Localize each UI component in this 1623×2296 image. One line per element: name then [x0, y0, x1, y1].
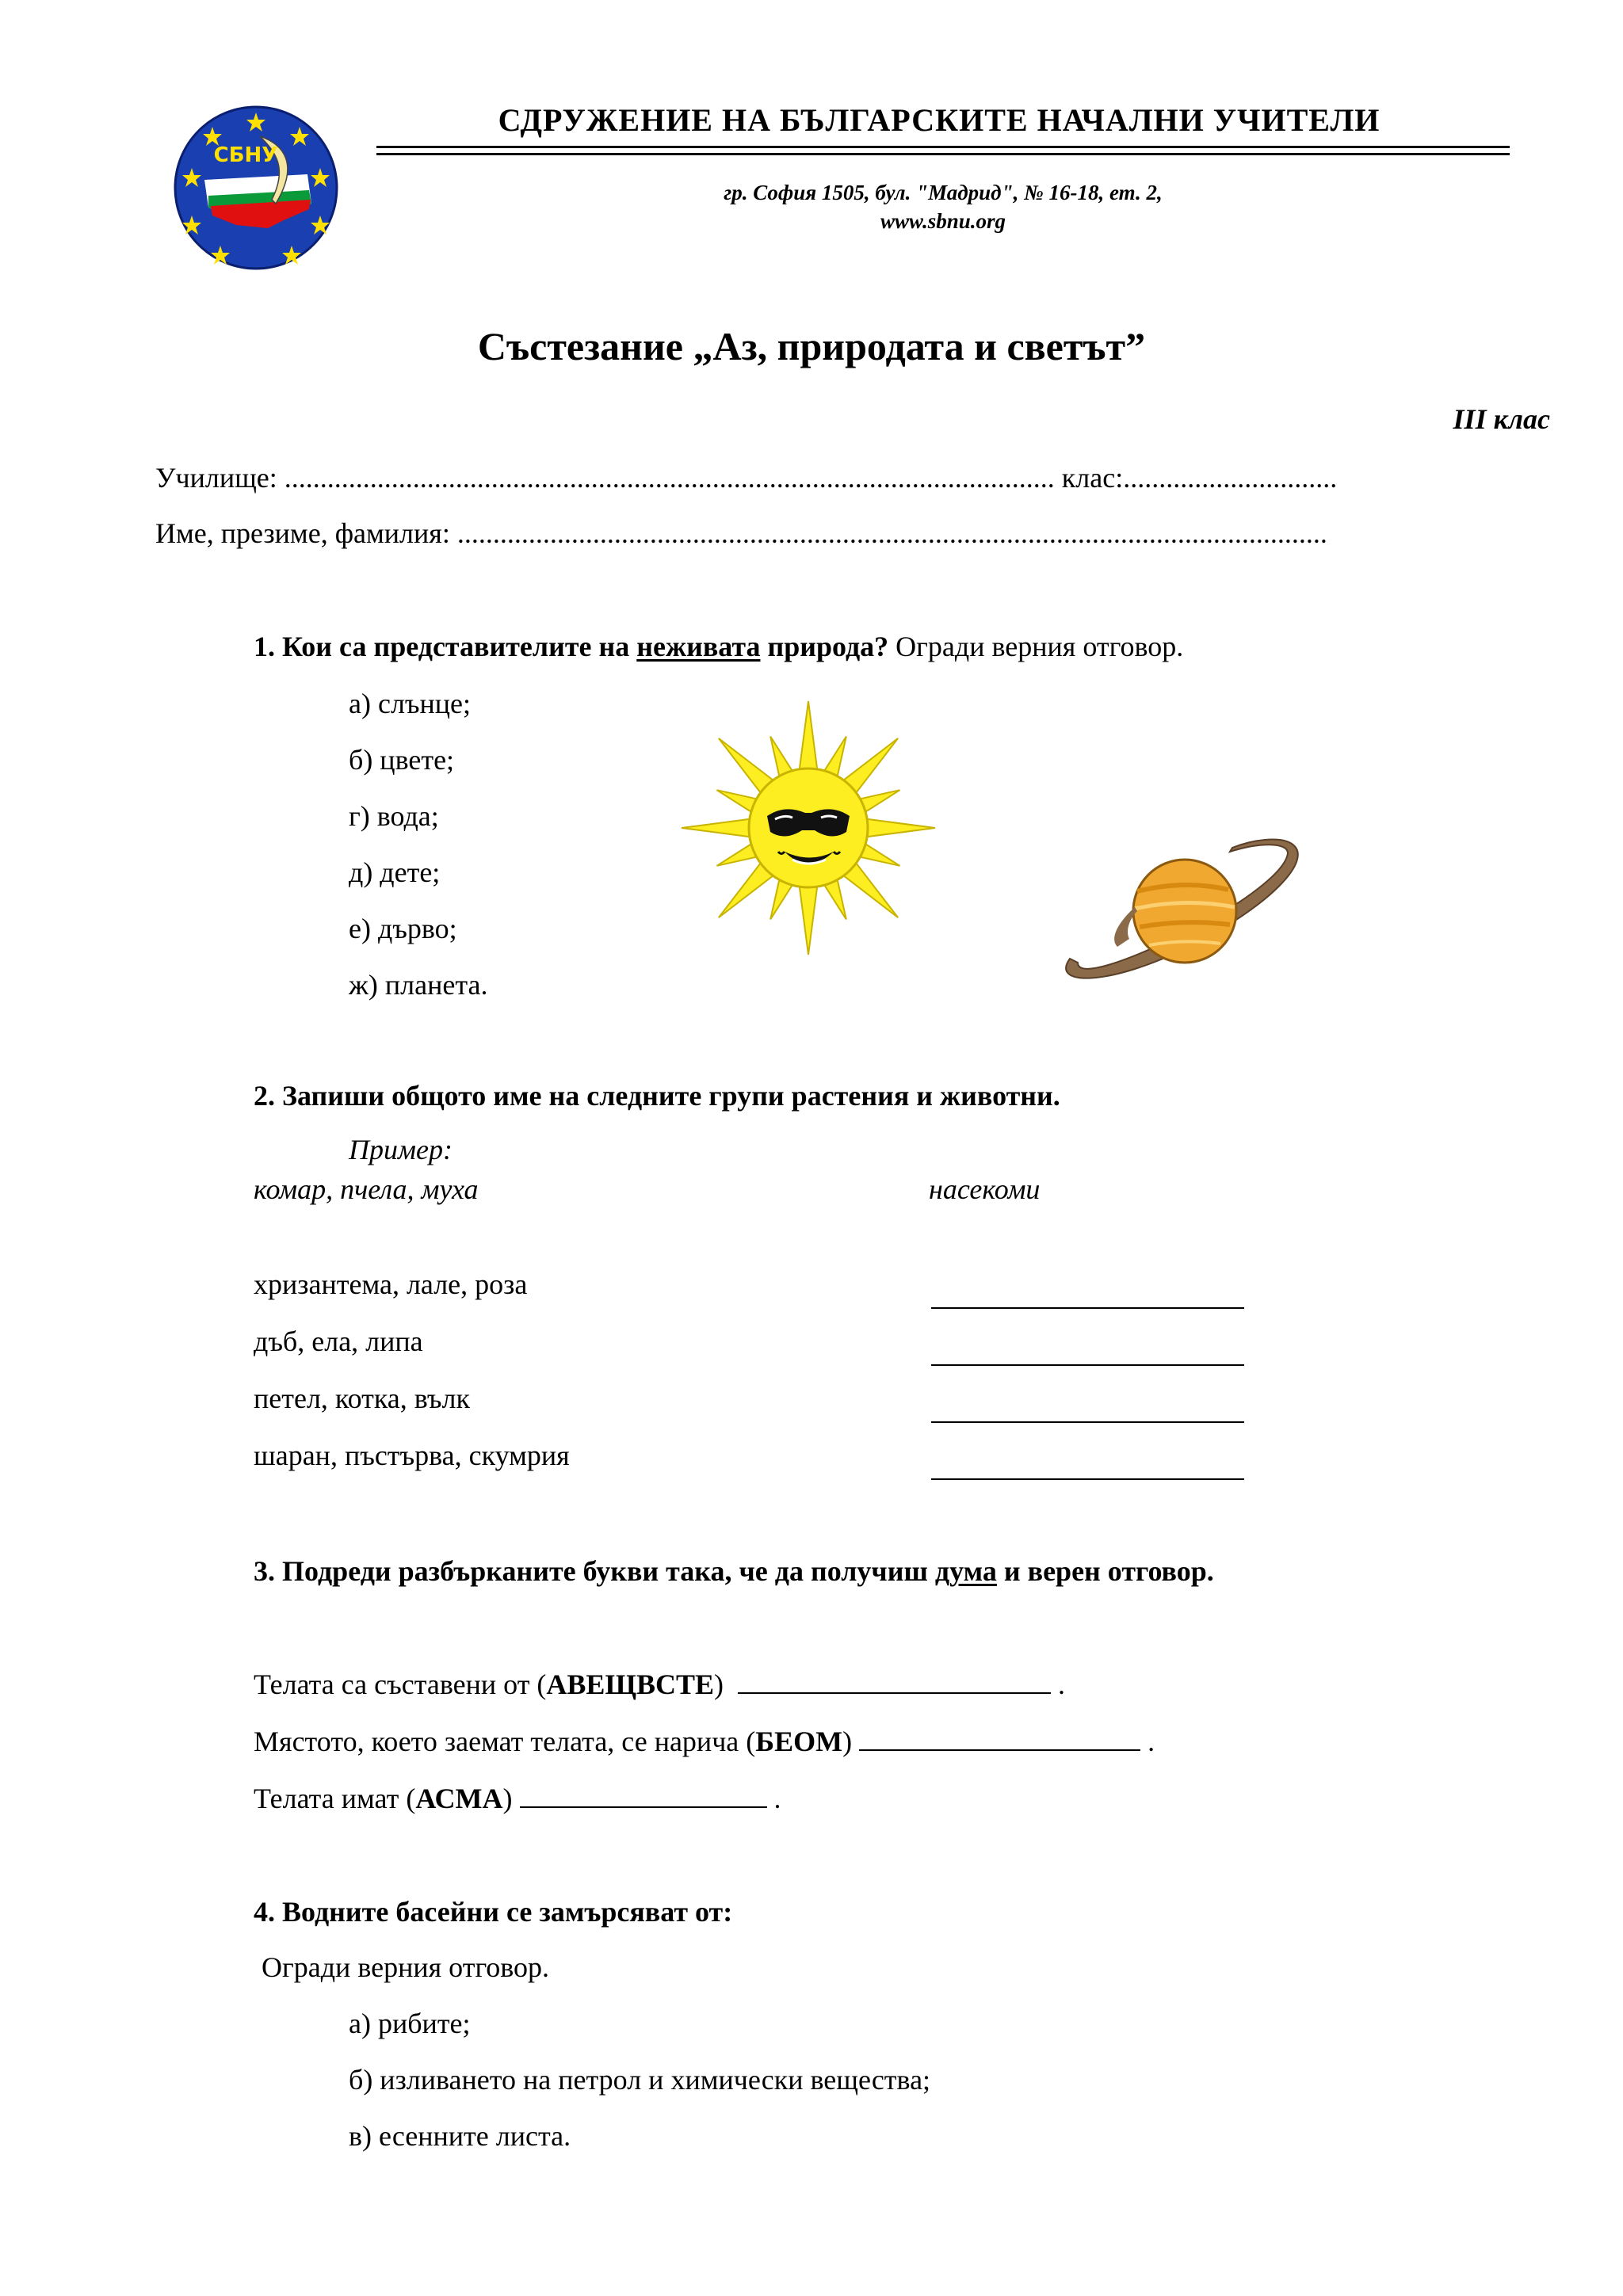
- organization-name: СДРУЖЕНИЕ НА БЪЛГАРСКИТЕ НАЧАЛНИ УЧИТЕЛИ: [498, 102, 1381, 138]
- question-1-instruction: Огради верния отговор.: [888, 631, 1184, 662]
- name-label: Име, презиме, фамилия:: [155, 517, 457, 549]
- question-1-text-end: природа?: [760, 631, 889, 662]
- q1-option: е) дърво;: [349, 913, 457, 944]
- q2-row: хризантема, лале, роза: [254, 1268, 528, 1300]
- question-4-title: 4. Водните басейни се замърсяват от:: [254, 1896, 733, 1928]
- q2-row: петел, котка, вълк: [254, 1383, 470, 1414]
- q1-option: д) дете;: [349, 856, 441, 888]
- q3-sentence-1: [254, 1668, 1065, 1701]
- grade-label: III клас: [1453, 403, 1550, 435]
- example-items: комар, пчела, муха: [254, 1173, 479, 1205]
- saturn-icon: [1062, 828, 1308, 1002]
- question-1-text: Кои са представителите на: [282, 631, 637, 662]
- q4-option: а) рибите;: [349, 2008, 471, 2039]
- q3-s2-text: Мястото, което заемат телата, се нарича (: [254, 1726, 756, 1757]
- school-dots: ............................................................................................................: [284, 462, 1055, 494]
- question-1-number: 1.: [254, 631, 275, 662]
- question-3-text-end: и верен отговор.: [996, 1555, 1214, 1587]
- sun-ray: [863, 818, 935, 837]
- organization-website: www.sbnu.org: [880, 209, 1006, 233]
- q3-period: .: [773, 1783, 781, 1814]
- q3-answer-blank[interactable]: [859, 1726, 1140, 1751]
- header-rule-bottom: [376, 153, 1510, 155]
- q2-answer-blank[interactable]: [931, 1455, 1244, 1480]
- question-2-title: 2. Запиши общото име на следните групи растения и животни.: [254, 1080, 1060, 1112]
- q2-answer-blank[interactable]: [931, 1341, 1244, 1366]
- name-line: [155, 517, 1327, 550]
- class-label: клас:: [1054, 462, 1124, 494]
- question-3-title: [254, 1554, 1214, 1588]
- planet-illustration: [1062, 828, 1308, 1002]
- q1-option: б) цвете;: [349, 744, 455, 776]
- example-answer: насекоми: [929, 1173, 1041, 1205]
- school-label: Училище:: [155, 462, 285, 494]
- question-4-instruction: Огради верния отговор.: [262, 1951, 550, 1983]
- question-3-underlined: дума: [934, 1555, 997, 1587]
- q4-option: б) изливането на петрол и химически вещества;: [349, 2064, 931, 2096]
- q1-option: ж) планета.: [349, 969, 488, 1001]
- q3-s3-close: ): [502, 1783, 513, 1814]
- q3-period: .: [1058, 1669, 1066, 1700]
- organization-address: гр. София 1505, бул. "Мадрид", № 16-18, ет. 2,: [724, 181, 1163, 204]
- svg-text:СБНУ: СБНУ: [213, 143, 278, 167]
- sbnu-logo-icon: [173, 105, 339, 271]
- sun-ray: [799, 883, 818, 955]
- q3-sentence-2: [254, 1725, 1155, 1758]
- q3-sentence-3: [254, 1782, 781, 1815]
- q4-option: в) есенните листа.: [349, 2120, 571, 2152]
- example-label: Пример:: [349, 1134, 453, 1165]
- q1-option: г) вода;: [349, 800, 439, 832]
- q2-row: дъб, ела, липа: [254, 1325, 423, 1357]
- q3-s1-close: ): [714, 1669, 724, 1700]
- q2-answer-blank[interactable]: [931, 1398, 1244, 1423]
- q3-s2-close: ): [842, 1726, 853, 1757]
- question-3-text: 3. Подреди разбърканите букви така, че да получиш: [254, 1555, 935, 1587]
- q3-s3-word: АСМА: [415, 1783, 503, 1814]
- q3-s3-text: Телата имат (: [254, 1783, 416, 1814]
- name-dots: ..........................................................................................................................: [456, 517, 1327, 549]
- q3-s2-word: БЕОМ: [755, 1726, 843, 1757]
- page-title: Състезание „Аз, природата и светът”: [477, 324, 1146, 368]
- question-1-underlined: неживата: [636, 631, 761, 662]
- question-1: [254, 630, 1183, 663]
- class-dots: ..............................: [1123, 462, 1338, 494]
- q3-answer-blank[interactable]: [738, 1669, 1051, 1694]
- sun-illustration: [674, 697, 943, 959]
- q3-answer-blank[interactable]: [520, 1783, 767, 1808]
- q1-option: а) слънце;: [349, 688, 472, 719]
- q3-s1-word: АВЕЩВСТЕ: [546, 1669, 715, 1700]
- sun-icon: [674, 697, 943, 959]
- school-line: [155, 461, 1337, 494]
- q3-s1-text: Телата са съставени от (: [254, 1669, 547, 1700]
- sun-ray: [799, 701, 818, 773]
- sun-ray: [682, 818, 754, 837]
- header-rule-top: [376, 146, 1510, 148]
- q3-period: .: [1148, 1726, 1155, 1757]
- q2-answer-blank[interactable]: [931, 1283, 1244, 1309]
- q2-row: шаран, пъстърва, скумрия: [254, 1440, 570, 1471]
- logo: [173, 105, 339, 271]
